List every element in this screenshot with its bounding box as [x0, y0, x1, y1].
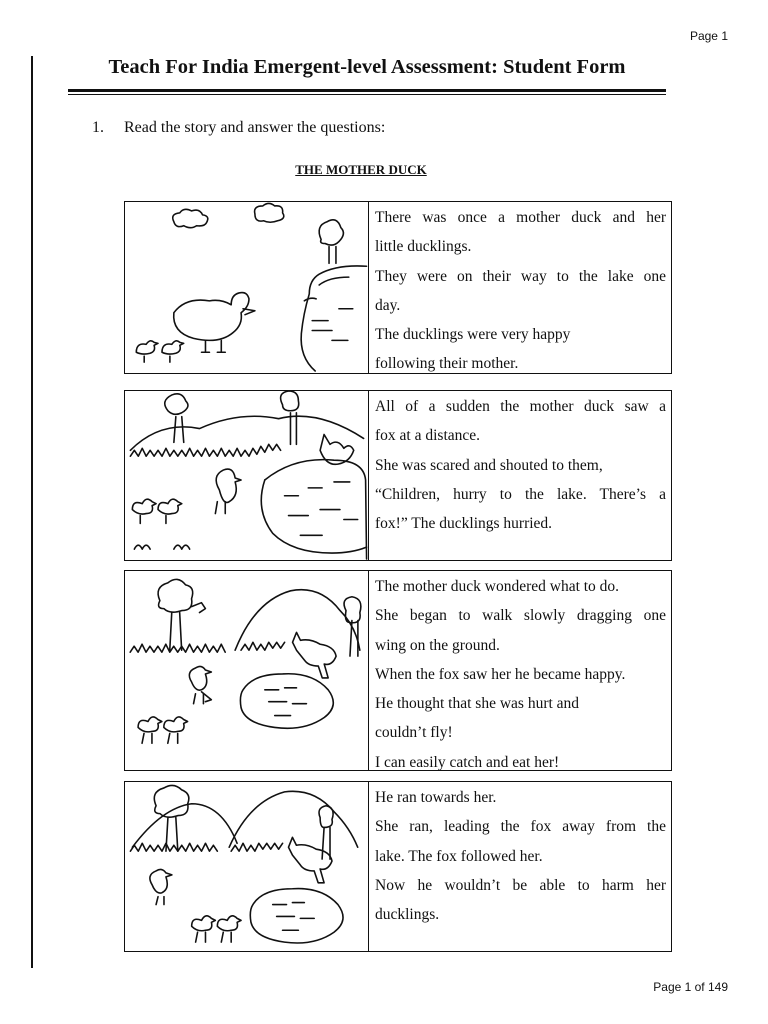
question-number: 1. [92, 119, 104, 136]
panel-3-line-6: couldn’t fly! [375, 724, 453, 742]
panel-1-line-5: The ducklings were very happy [375, 326, 571, 344]
panel-2-line-2: fox at a distance. [375, 427, 481, 445]
story-panel-1 [124, 201, 672, 374]
fox-seen-illustration [125, 391, 368, 560]
page-footer: Page 1 of 149 [653, 980, 728, 994]
panel-1-line-1: There was once a mother duck and her [375, 209, 666, 226]
panel-1-line-2: little ducklings. [375, 238, 472, 256]
page-label: Page 1 [689, 29, 728, 43]
panel-1-illustration [125, 202, 369, 373]
panel-2-line-5: fox!” The ducklings hurried. [375, 515, 553, 533]
question-1 [92, 119, 385, 137]
panel-3-line-7: I can easily catch and eat her! [375, 753, 560, 771]
panel-3-line-5: He thought that she was hurt and [375, 695, 580, 713]
panel-2-line-1: All of a sudden the mother duck saw a [375, 398, 666, 415]
story-panel-2 [124, 390, 672, 561]
panel-3-illustration [125, 571, 369, 770]
panel-4-line-1: He ran towards her. [375, 789, 497, 806]
panel-3-line-2: She began to walk slowly dragging one [375, 607, 666, 625]
margin-line [31, 56, 33, 968]
panel-2-line-4: “Children, hurry to the lake. There’s a [375, 485, 666, 503]
panel-2-line-3: She was scared and shouted to them, [375, 456, 603, 474]
panel-4-text [369, 782, 671, 951]
question-text: Read the story and answer the questions: [124, 119, 386, 136]
panel-4-line-3: lake. The fox followed her. [375, 847, 543, 865]
panel-3-line-1: The mother duck wondered what to do. [375, 578, 620, 595]
panel-3-line-4: When the fox saw her he became happy. [375, 665, 626, 683]
title-rule-thin [68, 94, 666, 95]
panel-1-line-3: They were on their way to the lake one [375, 267, 666, 285]
title-rule-thick [68, 89, 666, 92]
panel-1-text [369, 202, 671, 373]
panel-3-text [369, 571, 671, 770]
fox-chasing-duck-illustration [125, 782, 368, 951]
panel-3-line-3: wing on the ground. [375, 636, 500, 654]
panel-2-text [369, 391, 671, 560]
panel-4-line-5: ducklings. [375, 906, 440, 924]
panel-2-illustration [125, 391, 369, 560]
panel-1-line-4: day. [375, 296, 401, 314]
duck-dragging-wing-illustration [125, 571, 368, 770]
page-title: Teach For India Emergent-level Assessment: Student Form [108, 56, 626, 78]
panel-1-line-6: following their mother. [375, 355, 519, 373]
story-title: THE MOTHER DUCK [295, 162, 427, 177]
story-panel-3 [124, 570, 672, 771]
panel-4-line-2: She ran, leading the fox away from the [375, 818, 666, 836]
panel-4-line-4: Now he wouldn’t be able to harm her [375, 876, 666, 894]
story-panel-4 [124, 781, 672, 952]
panel-4-illustration [125, 782, 369, 951]
mother-duck-walking-illustration [125, 202, 368, 373]
